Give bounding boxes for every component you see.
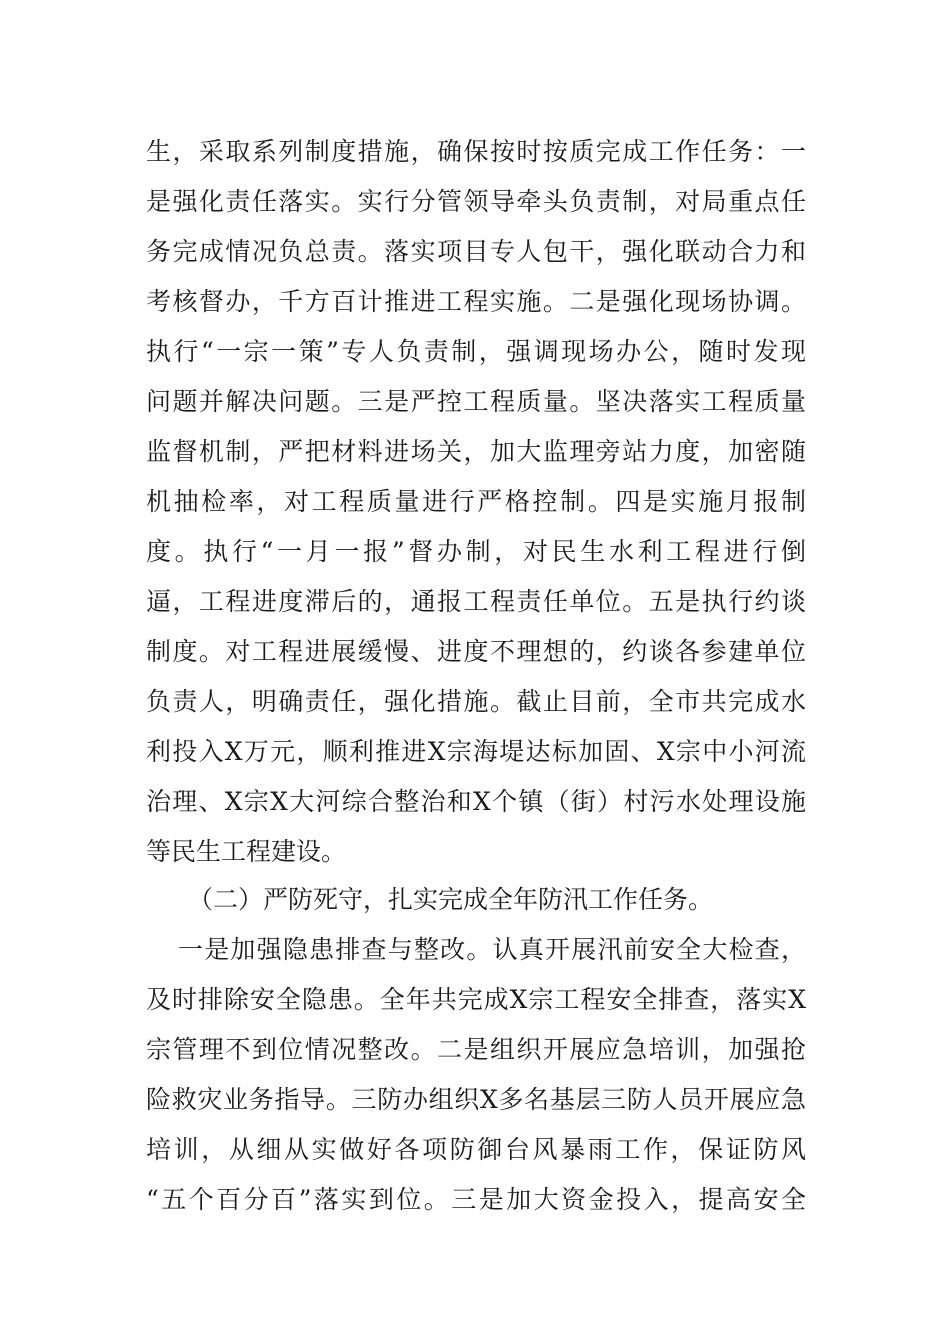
text-line: 机抽检率，对工程质量进行严格控制。四是实施月报制 — [146, 487, 806, 516]
text-line: 治理、X宗X大河综合整治和X个镇（街）村污水处理设施 — [146, 787, 806, 816]
text-line: 负责人，明确责任，强化措施。截止目前，全市共完成水 — [146, 687, 806, 716]
text-line: 等民生工程建设。 — [146, 837, 347, 866]
text-line: 险救灾业务指导。三防办组织X多名基层三防人员开展应急 — [146, 1085, 806, 1114]
text-line: 及时排除安全隐患。全年共完成X宗工程安全排查，落实X — [146, 985, 806, 1014]
text-line: 逼，工程进度滞后的，通报工程责任单位。五是执行约谈 — [146, 587, 806, 616]
text-line: 执行“一宗一策”专人负责制，强调现场办公，随时发现 — [146, 337, 806, 366]
section-heading: （二）严防死守，扎实完成全年防汛工作任务。 — [188, 885, 714, 914]
text-line: “五个百分百”落实到位。三是加大资金投入，提高安全 — [146, 1185, 806, 1214]
text-line: 生，采取系列制度措施，确保按时按质完成工作任务：一 — [146, 137, 806, 166]
text-line: 宗管理不到位情况整改。二是组织开展应急培训，加强抢 — [146, 1035, 806, 1064]
text-line: 一是加强隐患排查与整改。认真开展汛前安全大检查， — [178, 935, 806, 964]
text-line: 监督机制，严把材料进场关，加大监理旁站力度，加密随 — [146, 437, 806, 466]
text-line: 制度。对工程进展缓慢、进度不理想的，约谈各参建单位 — [146, 637, 806, 666]
text-line: 度。执行“一月一报”督办制，对民生水利工程进行倒 — [146, 537, 806, 566]
text-line: 利投入X万元，顺利推进X宗海堤达标加固、X宗中小河流 — [146, 737, 806, 766]
text-line: 务完成情况负总责。落实项目专人包干，强化联动合力和 — [146, 237, 806, 266]
text-line: 是强化责任落实。实行分管领导牵头负责制，对局重点任 — [146, 187, 806, 216]
text-line: 考核督办，千方百计推进工程实施。二是强化现场协调。 — [146, 287, 806, 316]
text-line: 问题并解决问题。三是严控工程质量。坚决落实工程质量 — [146, 387, 806, 416]
text-line: 培训，从细从实做好各项防御台风暴雨工作，保证防风 — [146, 1135, 806, 1164]
